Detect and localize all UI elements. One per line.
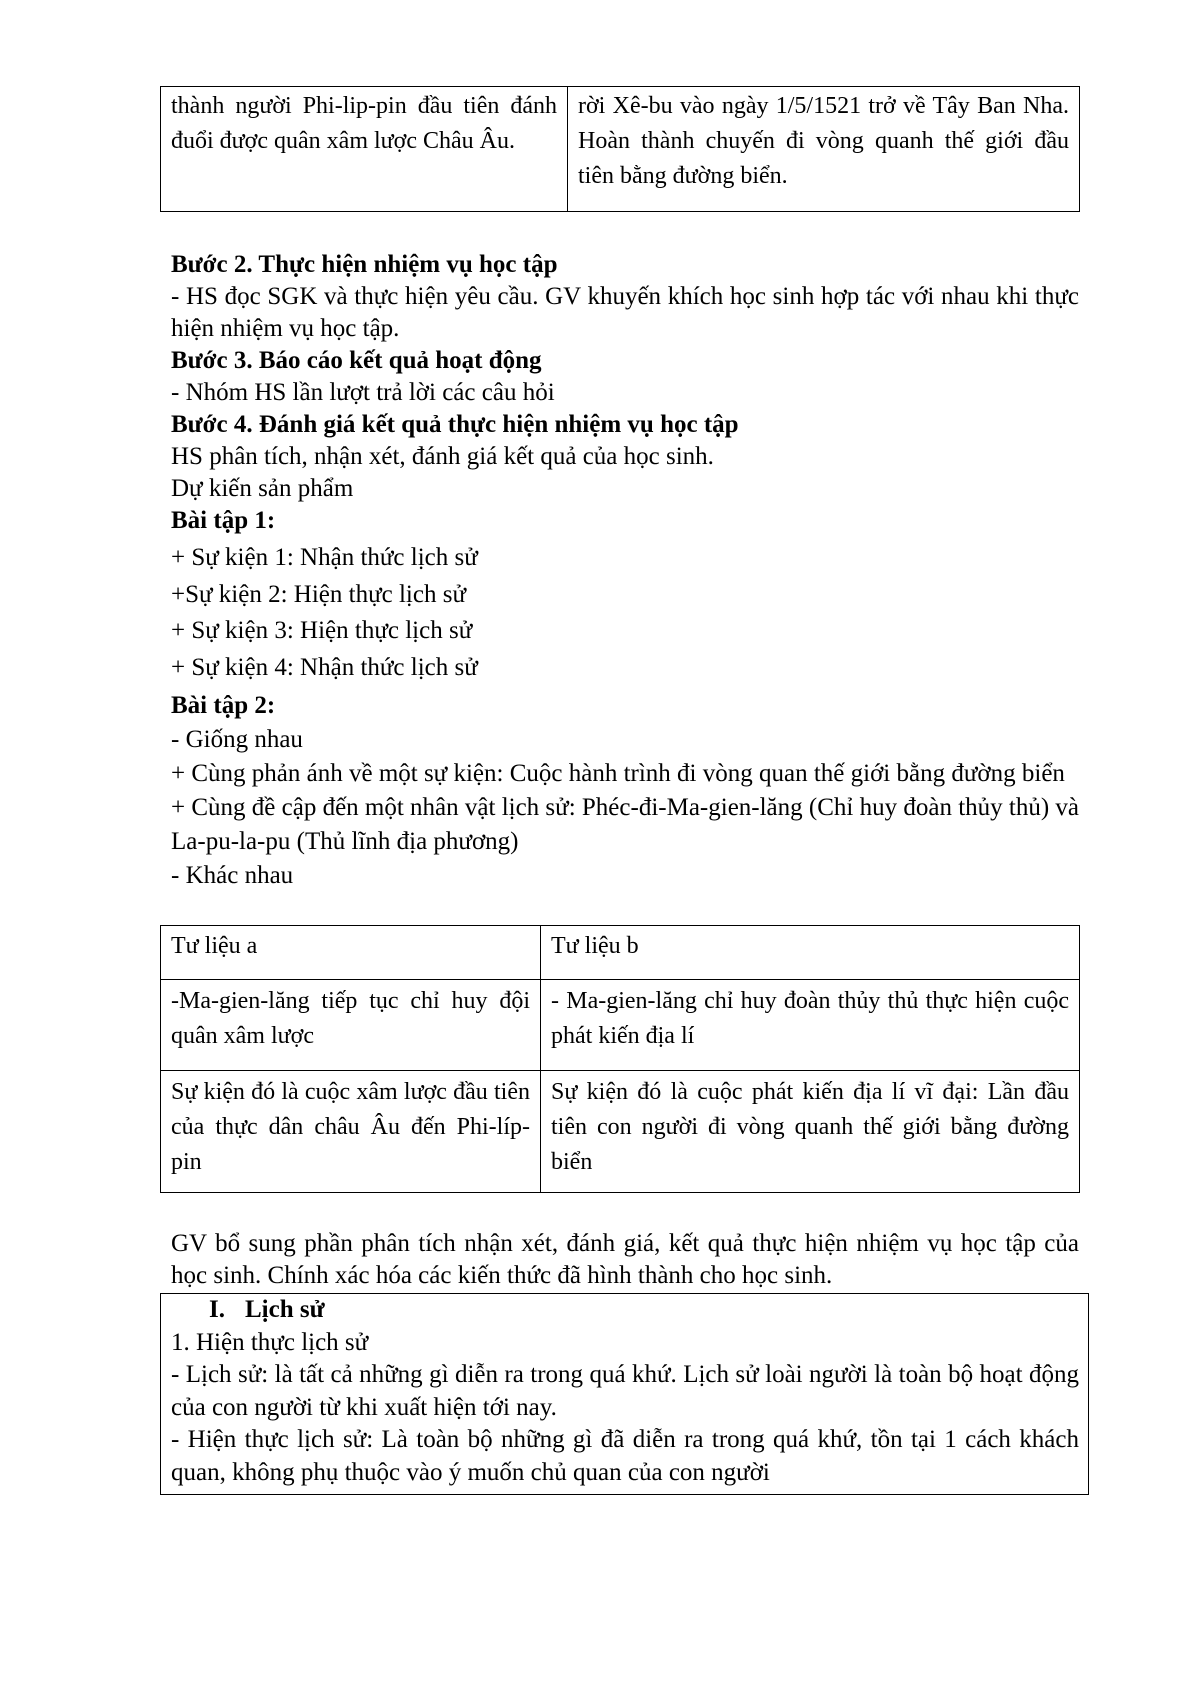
table-header-cell: Tư liệu b xyxy=(541,926,1080,980)
step2-text: - HS đọc SGK và thực hiện yêu cầu. GV khuyến khích học sinh hợp tác với nhau khi thực hiện nhiệm vụ học tập. xyxy=(171,283,1079,342)
knowledge-summary-box xyxy=(160,1293,1089,1495)
table-row xyxy=(161,980,1080,1071)
step3-heading: Bước 3. Báo cáo kết quả hoạt động xyxy=(171,347,542,374)
step4-heading: Bước 4. Đánh giá kết quả thực hiện nhiệm vụ học tập xyxy=(171,411,739,438)
section-title: Lịch sử xyxy=(245,1296,325,1323)
table-cell: Sự kiện đó là cuộc phát kiến địa lí vĩ đại: Lần đầu tiên con người đi vòng quanh thế giới bằng đường biển xyxy=(541,1071,1080,1193)
events-table-continued xyxy=(160,86,1080,212)
exercise1-heading: Bài tập 1: xyxy=(171,507,276,534)
table-cell: Sự kiện đó là cuộc xâm lược đầu tiên của thực dân châu Âu đến Phi-líp-pin xyxy=(161,1071,541,1193)
gv-note: GV bổ sung phần phân tích nhận xét, đánh giá, kết quả thực hiện nhiệm vụ học tập của học sinh. Chính xác hóa các kiến thức đã hình thành cho học sinh. xyxy=(171,1230,1079,1289)
step3-text: - Nhóm HS lần lượt trả lời các câu hỏi xyxy=(171,379,555,406)
steps-section xyxy=(171,249,1079,537)
table-cell: thành người Phi-lip-pin đầu tiên đánh đuổi được quân xâm lược Châu Âu. xyxy=(161,87,568,212)
list-item: + Sự kiện 4: Nhận thức lịch sử xyxy=(171,653,478,681)
comparison-table xyxy=(160,925,1080,1193)
table-header-row xyxy=(161,926,1080,980)
similar-label: - Giống nhau xyxy=(171,726,303,753)
table-header-cell: Tư liệu a xyxy=(161,926,541,980)
similar-point: + Cùng phản ánh về một sự kiện: Cuộc hành trình đi vòng quan thế giới bằng đường biển xyxy=(171,760,1065,787)
table-cell: - Ma-gien-lăng chỉ huy đoàn thủy thủ thực hiện cuộc phát kiến địa lí xyxy=(541,980,1080,1071)
step2-heading: Bước 2. Thực hiện nhiệm vụ học tập xyxy=(171,251,558,278)
similar-point: + Cùng đề cập đến một nhân vật lịch sử: Phéc-đi-Ma-gien-lăng (Chỉ huy đoàn thủy thủ) và La-pu-la-pu (Thủ lĩnh địa phương) xyxy=(171,794,1080,855)
step4-text: HS phân tích, nhận xét, đánh giá kết quả của học sinh. xyxy=(171,443,714,470)
table-cell: -Ma-gien-lăng tiếp tục chỉ huy đội quân xâm lược xyxy=(161,980,541,1071)
section-number: I. xyxy=(209,1296,225,1323)
list-item: +Sự kiện 2: Hiện thực lịch sử xyxy=(171,580,466,608)
table-row xyxy=(161,87,1080,212)
exercise2-heading: Bài tập 2: xyxy=(171,692,276,719)
list-item: + Sự kiện 1: Nhận thức lịch sử xyxy=(171,544,478,571)
subheading: 1. Hiện thực lịch sử xyxy=(171,1328,369,1356)
summary-point: - Hiện thực lịch sử: Là toàn bộ những gì đã diễn ra trong quá khứ, tồn tại 1 cách khách quan, không phụ thuộc vào ý muốn chủ quan của con người xyxy=(171,1426,1079,1486)
summary-point: - Lịch sử: là tất cả những gì diễn ra trong quá khứ. Lịch sử loài người là toàn bộ hoạt động của con người từ khi xuất hiện tới nay. xyxy=(171,1361,1079,1421)
exercise2-section xyxy=(171,689,1079,893)
gv-note-section xyxy=(171,1228,1079,1292)
expected-product-label: Dự kiến sản phẩm xyxy=(171,475,354,502)
table-row xyxy=(161,1071,1080,1193)
section-heading xyxy=(171,1294,1079,1327)
list-item: + Sự kiện 3: Hiện thực lịch sử xyxy=(171,617,473,644)
exercise1-list xyxy=(171,540,1079,686)
table-cell: rời Xê-bu vào ngày 1/5/1521 trở về Tây Ban Nha. Hoàn thành chuyến đi vòng quanh thế giới đầu tiên bằng đường biển. xyxy=(568,87,1080,212)
different-label: - Khác nhau xyxy=(171,862,294,889)
